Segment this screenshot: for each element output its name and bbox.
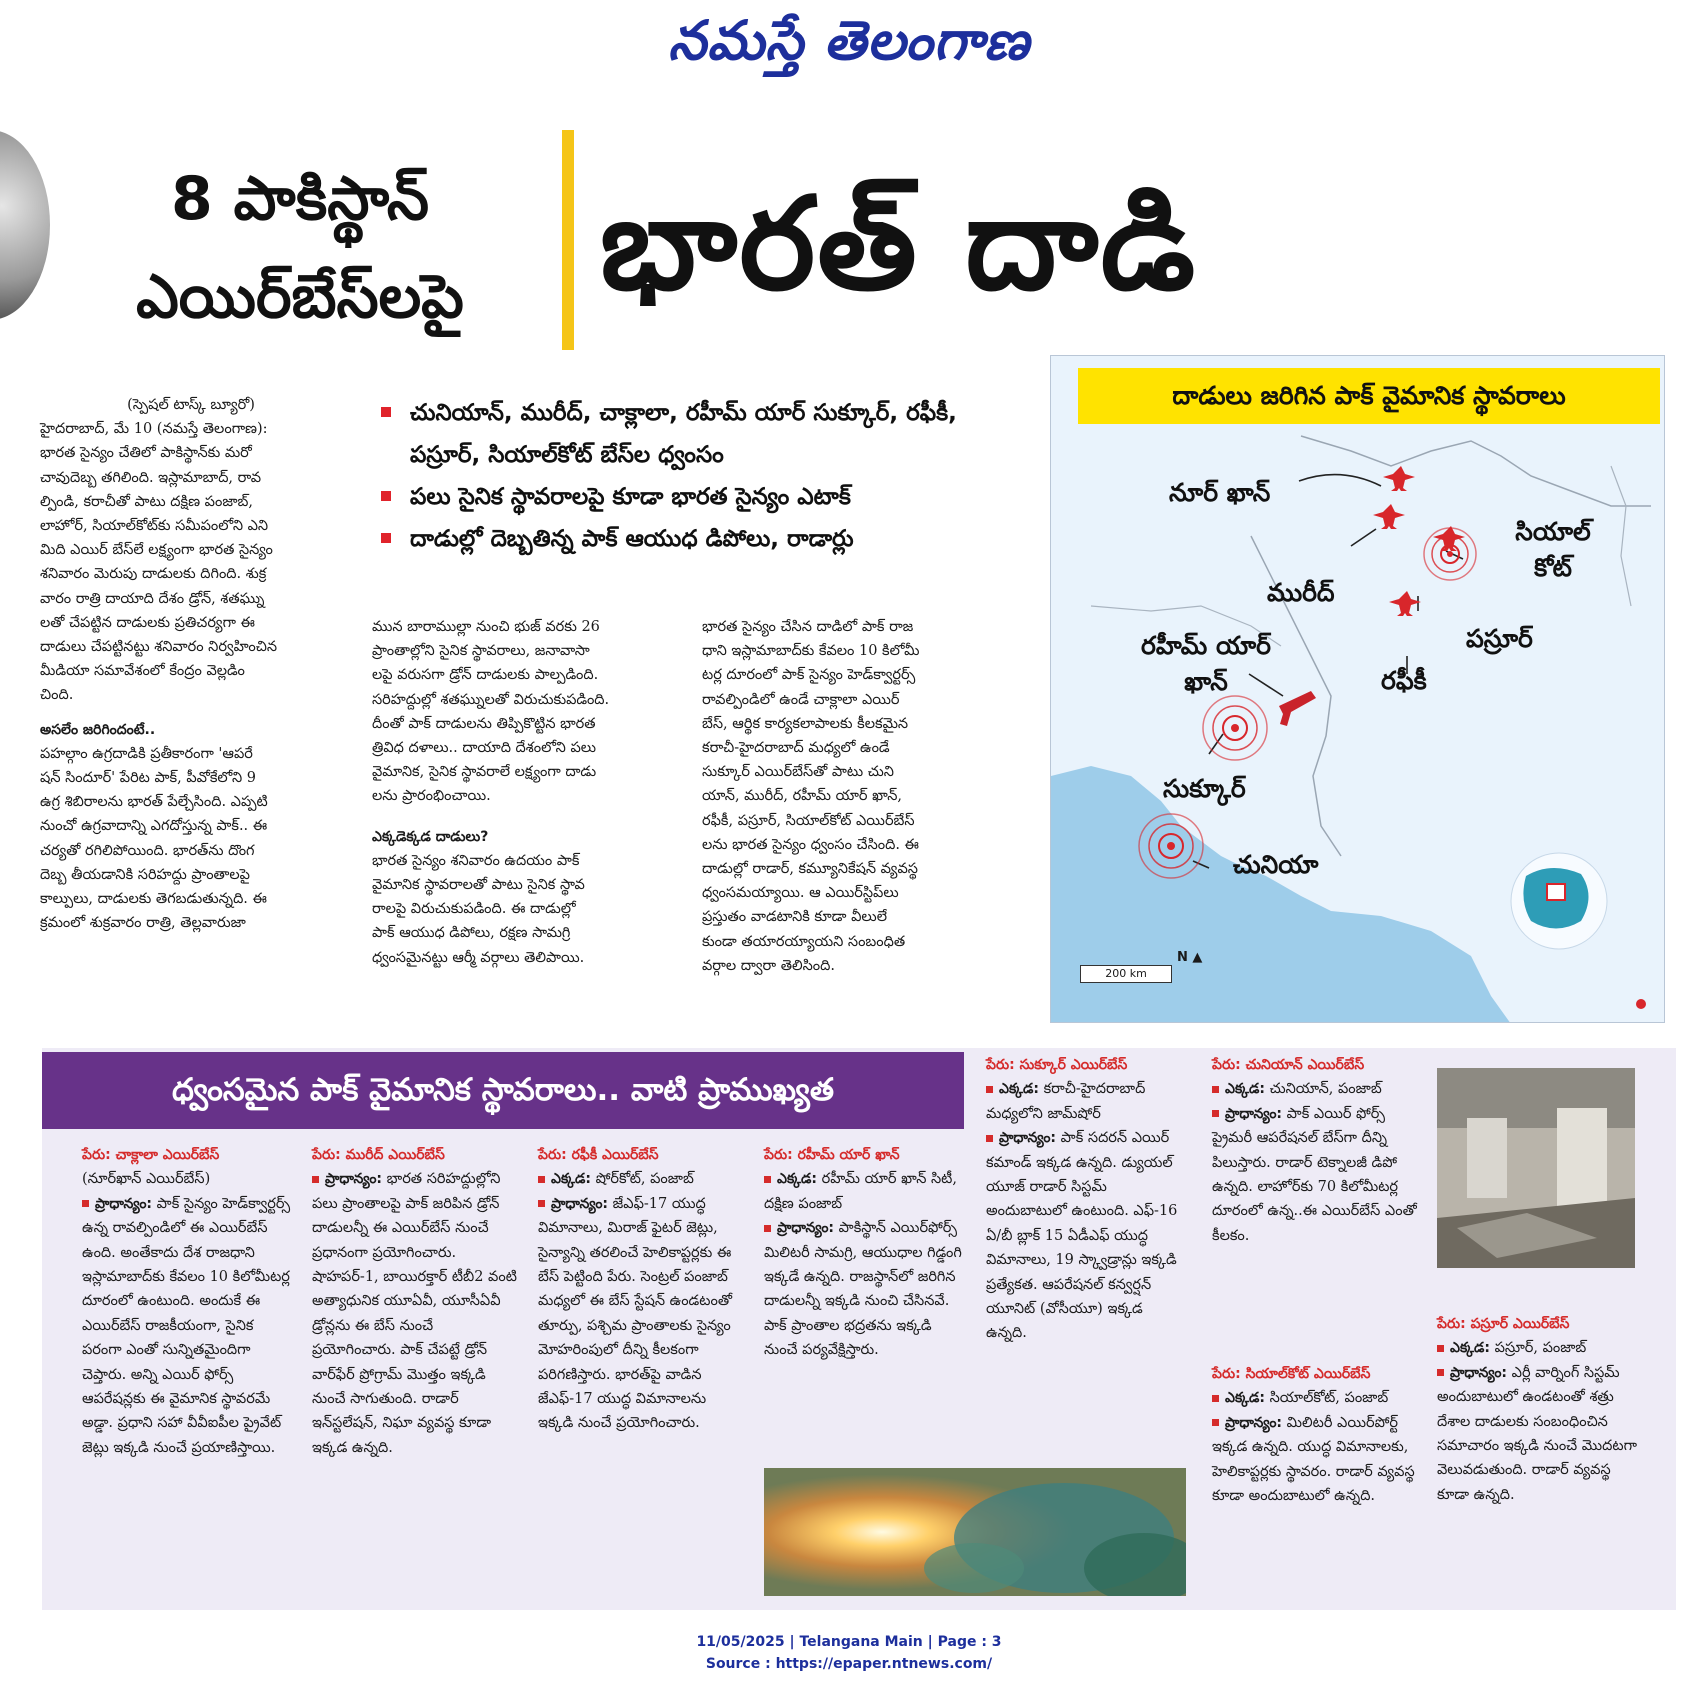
red-square-bullet-icon [986, 1086, 993, 1093]
text-line: కుండా తయారయ్యాయని సంబంధిత [702, 933, 906, 950]
feature-sukkur [986, 1053, 1186, 1346]
bullet-item [375, 518, 1015, 560]
red-square-bullet-icon [381, 407, 391, 417]
feature-label: ఎక్కడ: [777, 1171, 817, 1188]
text-line: ధాని ఇస్లామాబాద్‌కు కేవలం 10 కిలోమీ [702, 643, 920, 660]
footer-source-line: Source : https://epaper.ntnews.com/ [705, 1656, 993, 1672]
text-line: చర్యతో రగిలిపోయింది. భారత్‌ను దొంగ [40, 842, 255, 859]
text-line: ధ్వంసమైనట్టు ఆర్మీ వర్గాలు తెలిపాయి. [372, 949, 585, 966]
feature-murid [312, 1143, 517, 1460]
map-label-sialkot: సియాల్ కోట్ [1515, 517, 1591, 582]
feature-rafiqui [538, 1143, 743, 1436]
bullet-item [375, 392, 1015, 476]
red-square-bullet-icon [1437, 1369, 1444, 1376]
text-line: దాడులు చేపట్టినట్టు శనివారం నిర్వహించిన [40, 639, 278, 656]
globe-inset-icon [1511, 853, 1607, 949]
highlight-bullets [375, 392, 1015, 560]
text-line: వైమానిక, సైనిక స్థావరాలే లక్ష్యంగా దాడు [372, 764, 597, 781]
text-line: లాహోర్, సియాల్‌కోట్‌కు సమీపంలోని ఎని [40, 518, 269, 535]
red-square-bullet-icon [1212, 1419, 1219, 1426]
feature-title: పేరు: సుక్కూర్ ఎయిర్‌బేస్ [986, 1057, 1128, 1073]
feature-label: ఎక్కడ: [1225, 1390, 1265, 1407]
kicker-headline [50, 150, 550, 346]
text-line: లను భారత సైన్యం ధ్వంసం చేసింది. ఈ [702, 836, 919, 853]
feature-title: పేరు: చునియాన్ ఎయిర్‌బేస్ [1212, 1057, 1365, 1073]
text-line: లను ప్రారంభించాయి. [372, 788, 491, 805]
feature-chaklala [82, 1143, 292, 1460]
map-label-rahim-yar-khan: రహీమ్ యార్ ఖాన్ [1141, 631, 1271, 696]
feature-location: పస్రూర్, పంజాబ్ [1494, 1340, 1587, 1357]
feature-text: భారత సరిహద్దుల్లోని పలు ప్రాంతాలపై పాక్ జరిపిన డ్రోన్ దాడులన్నీ ఈ ఎయిర్‌బేస్ నుంచే ప్రధానంగా ప్రయోగించారు. షాహపర్-1, బాయిరక్తార్ టీబీ2 వంటి అత్యాధునిక యూఏవీ, యూసీఏవీ డ్రోన్లను ఈ బేస్ నుంచే ప్రయోగించారు. పాక్ చేపట్టే డ్రోన్ వార్‌ఫేర్ ప్రోగ్రామ్ మొత్తం ఇక్కడి నుంచే సాగుతుంది. రాడార్ ఇన్‌స్టలేషన్, నిఘా వ్యవస్థ కూడా ఇక్కడ ఉన్నది. [312, 1171, 517, 1456]
text-line: యాన్, మురీద్, రహీమ్ యార్ ఖాన్, [702, 788, 902, 805]
feature-label: ప్రాధాన్యం: [95, 1195, 153, 1212]
main-headline: భారత్ దాడి [600, 170, 1198, 319]
footer-edition-line: 11/05/2025 | Telangana Main | Page : 3 [696, 1634, 1002, 1650]
feature-text: జేఎఫ్-17 యుద్ధ విమానాలు, మిరాజ్ ఫైటర్ జెట్లు, సైన్యాన్ని తరలించే హెలికాప్టర్లకు ఈ బేస్ పెట్టింది పేరు. సెంట్రల్ పంజాబ్ మధ్యలో ఈ బేస్ స్టేషన్ ఉండటంతో తూర్పు, పశ్చిమ ప్రాంతాలకు సైన్యం మోహరింపులో దీన్ని కీలకంగా పరిగణిస్తారు. భారత్‌పై వాడిన జేఎఫ్-17 యుద్ధ విమానాలను ఇక్కడి నుంచే ప్రయోగించారు. [538, 1195, 732, 1432]
strike-map [1050, 355, 1665, 1023]
feature-chunian [1212, 1053, 1417, 1248]
feature-location: షోర్‌కోట్, పంజాబ్ [595, 1171, 694, 1188]
text-line: సుక్కూర్ ఎయిర్‌బేస్‌తో పాటు చుని [702, 764, 894, 781]
text-line: భారత సైన్యం చేసిన దాడిలో పాక్ రాజ [702, 619, 914, 635]
text-line: లతో చేపట్టిన దాడులకు ప్రతిచర్యగా ఈ [40, 614, 255, 631]
red-square-bullet-icon [986, 1135, 993, 1142]
text-line: మీడియా సమావేశంలో కేంద్రం వెల్లడిం [40, 663, 245, 680]
text-line: దీంతో పాక్ దాడులను తిప్పికొట్టిన భారత [372, 715, 596, 732]
feature-label: ప్రాధాన్యం: [1225, 1105, 1283, 1122]
feature-title: పేరు: పస్రూర్ ఎయిర్‌బేస్ [1437, 1316, 1570, 1332]
red-square-bullet-icon [764, 1176, 771, 1183]
north-arrow-icon: N ▲ [1177, 950, 1203, 965]
text-line: పాక్ ఆయుధ డిపోలు, రక్షణ సామగ్రి [372, 925, 571, 942]
portrait-photo-crop [0, 130, 50, 320]
kicker-line-2: ఎయిర్‌బేస్‌లపై [136, 262, 464, 332]
bullet-text: దాడుల్లో దెబ్బతిన్న పాక్ ఆయుధ డిపోలు, రాడార్లు [410, 526, 854, 552]
text-line: కరాచీ-హైదరాబాద్ మధ్యలో ఉండే [702, 740, 890, 757]
red-square-bullet-icon [381, 533, 391, 543]
lead-body-2 [40, 742, 342, 936]
text-line: రాలపై విరుచుకుపడింది. ఈ దాడుల్లో [372, 901, 576, 918]
text-line: కాల్పులు, దాడులకు తెగబడుతున్నది. ఈ [40, 891, 267, 908]
feature-location: రహీమ్ యార్ ఖాన్ సిటీ, దక్షిణ పంజాబ్ [764, 1171, 957, 1212]
text-line: హైదరాబాద్, మే 10 (నమస్తే తెలంగాణ): [40, 421, 268, 438]
article-column-2 [372, 615, 674, 970]
text-line: పహల్గాం ఉగ్రదాడికి ప్రతీకారంగా 'ఆపరే [40, 745, 253, 762]
feature-pasrur [1437, 1312, 1637, 1507]
feature-label: ఎక్కడ: [1450, 1340, 1490, 1357]
feature-alias: (నూర్‌ఖాన్ ఎయిర్‌బేస్) [82, 1171, 211, 1188]
red-square-bullet-icon [538, 1176, 545, 1183]
lead-article-column [40, 393, 342, 935]
headline-divider [562, 130, 574, 350]
feature-text: పాక్ సైన్యం హెడ్‌క్వార్టర్స్ ఉన్న రావల్పిండిలో ఈ ఎయిర్‌బేస్ ఉంది. అంతేకాదు దేశ రాజధాని ఇస్లామాబాద్‌కు కేవలం 10 కిలోమీటర్ల దూరంలో ఉంటుంది. అందుకే ఈ ఎయిర్‌బేస్ రాజకీయంగా, సైనిక పరంగా ఎంతో సున్నితమైందిగా చెప్తారు. అన్ని ఎయిర్ ఫోర్స్ ఆపరేషన్లకు ఈ వైమానిక స్థావరమే అడ్డా. ప్రధాని సహా వీవీఐపీల ప్రైవేట్ జెట్లు ఇక్కడి నుంచే ప్రయాణిస్తాయి. [82, 1195, 291, 1456]
text-line: భారత సైన్యం శనివారం ఉదయం పాక్ [372, 852, 580, 869]
feature-label: ప్రాధాన్యం: [1225, 1414, 1283, 1431]
kicker-line-1: 8 పాకిస్థాన్ [170, 164, 430, 234]
feature-text: పాక్ సదరన్ ఎయిర్ కమాండ్ ఇక్కడ ఉన్నది. డ్యుయల్ యూజ్ రాడార్ సిస్టమ్ అందుబాటులో ఉంటుంది. ఎఫ్-16 ఏ/బీ బ్లాక్ 15 ఏడీఎఫ్ యుద్ధ విమానాలు, 19 స్క్వాడ్రాన్లు ఇక్కడి ప్రత్యేకత. ఆపరేషనల్ కన్వర్షన్ యూనిట్ (వోసీయూ) ఇక్కడ ఉన్నది. [986, 1130, 1178, 1342]
feature-title: పేరు: మురీద్ ఎయిర్‌బేస్ [312, 1147, 445, 1163]
text-line: ధ్వంసమయ్యాయి. ఆ ఎయిర్‌స్టిప్‌లు [702, 885, 899, 902]
feature-location: సియాల్‌కోట్, పంజాబ్ [1269, 1390, 1389, 1407]
feature-banner: ధ్వంసమైన పాక్ వైమానిక స్థావరాలు.. వాటి ప్రాముఖ్యత [42, 1052, 964, 1129]
map-label-chuniya: చునియా [1233, 850, 1319, 879]
red-square-bullet-icon [381, 491, 391, 501]
article-column-3 [702, 615, 1004, 978]
feature-label: ప్రాధాన్యం: [999, 1130, 1057, 1147]
feature-label: ఎక్కడ: [999, 1081, 1039, 1098]
masthead-logo: నమస్తే తెలంగాణ [668, 8, 1030, 72]
damaged-interior-image [1437, 1068, 1635, 1268]
text-line: వారం రాత్రి దాయాది దేశం డ్రోన్, శతఘ్ను [40, 590, 265, 607]
text-line: వర్గాల ద్వారా తెలిసింది. [702, 957, 835, 974]
text-line: షన్ సిందూర్' పేరిట పాక్, పీవోకేలోని 9 [40, 770, 256, 787]
feature-text: పాకిస్థాన్ ఎయిర్‌ఫోర్స్ మిలిటరీ సామగ్రి, ఆయుధాల గిడ్డంగి ఇక్కడే ఉన్నది. రాజస్థాన్‌లో జరిగిన దాడులన్నీ ఇక్కడి నుంచి చేసినవే. పాక్ ప్రాంతాల భద్రతను ఇక్కడి నుంచే పర్యవేక్షిస్తారు. [764, 1220, 962, 1359]
text-line: ల్పిండి, కరాచీతో పాటు దక్షిణ పంజాబ్, [40, 493, 253, 510]
feature-title: పేరు: రఫీకీ ఎయిర్‌బేస్ [538, 1147, 659, 1163]
text-line: మిది ఎయిర్ బేస్‌లే లక్ష్యంగా భారత సైన్యం [40, 542, 273, 559]
feature-label: ప్రాధాన్యం: [777, 1220, 835, 1237]
text-line: క్రమంలో శుక్రవారం రాత్రి, తెల్లవారుజా [40, 915, 246, 932]
feature-title: పేరు: రహీమ్ యార్ ఖాన్ [764, 1147, 900, 1163]
text-line: ఉగ్ర శిబిరాలను భారత్ పేల్చేసింది. ఎప్పటి [40, 794, 268, 811]
red-square-bullet-icon [538, 1200, 545, 1207]
text-line: సరిహద్దుల్లో శతఘ్నులతో విరుచుకుపడింది. [372, 691, 610, 708]
feature-sialkot [1212, 1362, 1422, 1508]
feature-text: మిలిటరీ ఎయిర్‌పోర్ట్ ఇక్కడ ఉన్నది. యుద్ధ విమానాలకు, హెలికాప్టర్లకు స్థావరం. రాడార్ వ్యవస్థ కూడా అందుబాటులో ఉన్నది. [1212, 1414, 1415, 1505]
feature-label: ప్రాధాన్యం: [1450, 1364, 1508, 1381]
text-line: ప్రాంతాల్లోని సైనిక స్థావరాలు, జనావాసా [372, 643, 590, 660]
red-square-bullet-icon [1212, 1086, 1219, 1093]
byline: (స్పెషల్ టాస్క్ బ్యూరో) [127, 397, 255, 413]
feature-location: కరాచీ-హైదరాబాద్ మధ్యలోని జామ్‌షోర్ [986, 1081, 1146, 1122]
feature-label: ఎక్కడ: [551, 1171, 591, 1188]
subhead: ఎక్కడెక్కడ దాడులు? [372, 828, 489, 845]
strike-ring-sukkur [1203, 696, 1267, 760]
text-line: ప్రస్తుతం వాడటానికి కూడా వీలులే [702, 909, 887, 926]
feature-rahim-yar-khan [764, 1143, 964, 1363]
red-square-bullet-icon [1437, 1345, 1444, 1352]
text-line: వైమానిక స్థావరాలతో పాటు సైనిక స్థావ [372, 877, 585, 894]
text-line: త్రివిధ దళాలు.. దాయాది దేశంలోని పలు [372, 740, 597, 757]
red-square-bullet-icon [764, 1225, 771, 1232]
text-line: బేస్, ఆర్థిక కార్యకలాపాలకు కీలకమైన [702, 715, 909, 732]
text-line: శనివారం మెరుపు దాడులకు దిగింది. శుక్ర [40, 566, 267, 583]
strike-ring-chuniya [1139, 814, 1203, 878]
bullet-text: చునియాన్, మురీద్, చాక్లాలా, రహీమ్ యార్ సుక్కూర్, రఫీకీ, పస్రూర్, సియాల్‌కోట్ బేస్‌ల ధ్వంసం [410, 400, 957, 468]
explosion-photo [764, 1468, 1186, 1596]
text-line: దెబ్బ తీయడానికి సరిహద్దు ప్రాంతాలపై [40, 866, 250, 883]
text-line: మున బారాముల్లా నుంచి భుజ్ వరకు 26 [372, 619, 600, 635]
text-line: రఫీకీ, పస్రూర్, సియాల్‌కోట్ ఎయిర్‌బేస్ [702, 812, 915, 829]
lead-body [40, 417, 342, 707]
map-scale-bar: 200 km [1080, 965, 1172, 983]
map-label-murid: మురీద్ [1267, 578, 1335, 607]
bullet-item [375, 476, 1015, 518]
red-square-bullet-icon [1212, 1110, 1219, 1117]
text-line: నుంచో ఉగ్రవాదాన్ని ఎగదోస్తున్న పాక్.. ఈ [40, 818, 268, 835]
subhead: అసలేం జరిగిందంటే.. [40, 721, 156, 738]
page-footer [0, 1631, 1698, 1675]
feature-text: ఎర్లీ వార్నింగ్ సిస్టమ్ అందుబాటులో ఉండటంతో శత్రు దేశాల దాడులకు సంబంధించిన సమాచారం ఇక్కడి నుంచే మొదటగా వెలువడుతుంది. రాడార్ వ్యవస్థ కూడా ఉన్నది. [1437, 1364, 1637, 1503]
map-title: దాడులు జరిగిన పాక్ వైమానిక స్థావరాలు [1078, 368, 1660, 424]
map-label-nur-khan: నూర్ ఖాన్ [1169, 478, 1271, 507]
text-line: చావుదెబ్బ తగిలింది. ఇస్లామాబాద్, రావ [40, 469, 262, 486]
feature-label: ఎక్కడ: [1225, 1081, 1265, 1098]
text-line: లపై వరుసగా డ్రోన్ దాడులకు పాల్పడింది. [372, 667, 599, 684]
map-label-pasrur: పస్రూర్ [1466, 624, 1533, 653]
feature-label: ప్రాధాన్యం: [325, 1171, 383, 1188]
text-line: దాడుల్లో రాడార్, కమ్యూనికేషన్ వ్యవస్థ [702, 861, 918, 878]
feature-location: చునియాన్, పంజాబ్ [1269, 1081, 1382, 1098]
map-credit-dot [1636, 999, 1646, 1009]
text-line: భారత సైన్యం చేతిలో పాకిస్థాన్‌కు మరో [40, 445, 252, 462]
feature-title: పేరు: సియాల్‌కోట్ ఎయిర్‌బేస్ [1212, 1366, 1371, 1382]
north-label: N [1177, 950, 1188, 965]
red-square-bullet-icon [312, 1176, 319, 1183]
red-square-bullet-icon [1212, 1395, 1219, 1402]
bullet-text: పలు సైనిక స్థావరాలపై కూడా భారత సైన్యం ఎటాక్ [410, 484, 851, 510]
map-label-sukkur: సుక్కూర్ [1163, 774, 1246, 803]
feature-text: పాక్ ఎయిర్ ఫోర్స్ ప్రైమరీ ఆపరేషనల్ బేస్‌గా దీన్ని పిలుస్తారు. రాడార్ టెక్నాలజీ డిపో ఉన్నది. లాహోర్‌కు 70 కిలోమీటర్ల దూరంలో ఉన్న..ఈ ఎయిర్‌బేస్ ఎంతో కీలకం. [1212, 1105, 1417, 1244]
text-line: టర్ల దూరంలో పాక్ సైన్యం హెడ్‌క్వార్టర్స్ [702, 667, 916, 684]
damaged-building-photo [1437, 1068, 1635, 1268]
red-square-bullet-icon [82, 1200, 89, 1207]
map-label-rafiqui: రఫీకీ [1381, 666, 1427, 695]
text-line: చింది. [40, 687, 74, 704]
feature-label: ప్రాధాన్యం: [551, 1195, 609, 1212]
explosion-image [764, 1468, 1186, 1596]
text-line: రావల్పిండిలో ఉండే చాక్లాలా ఎయిర్ [702, 691, 900, 708]
feature-title: పేరు: చాక్లాలా ఎయిర్‌బేస్ [82, 1147, 220, 1163]
